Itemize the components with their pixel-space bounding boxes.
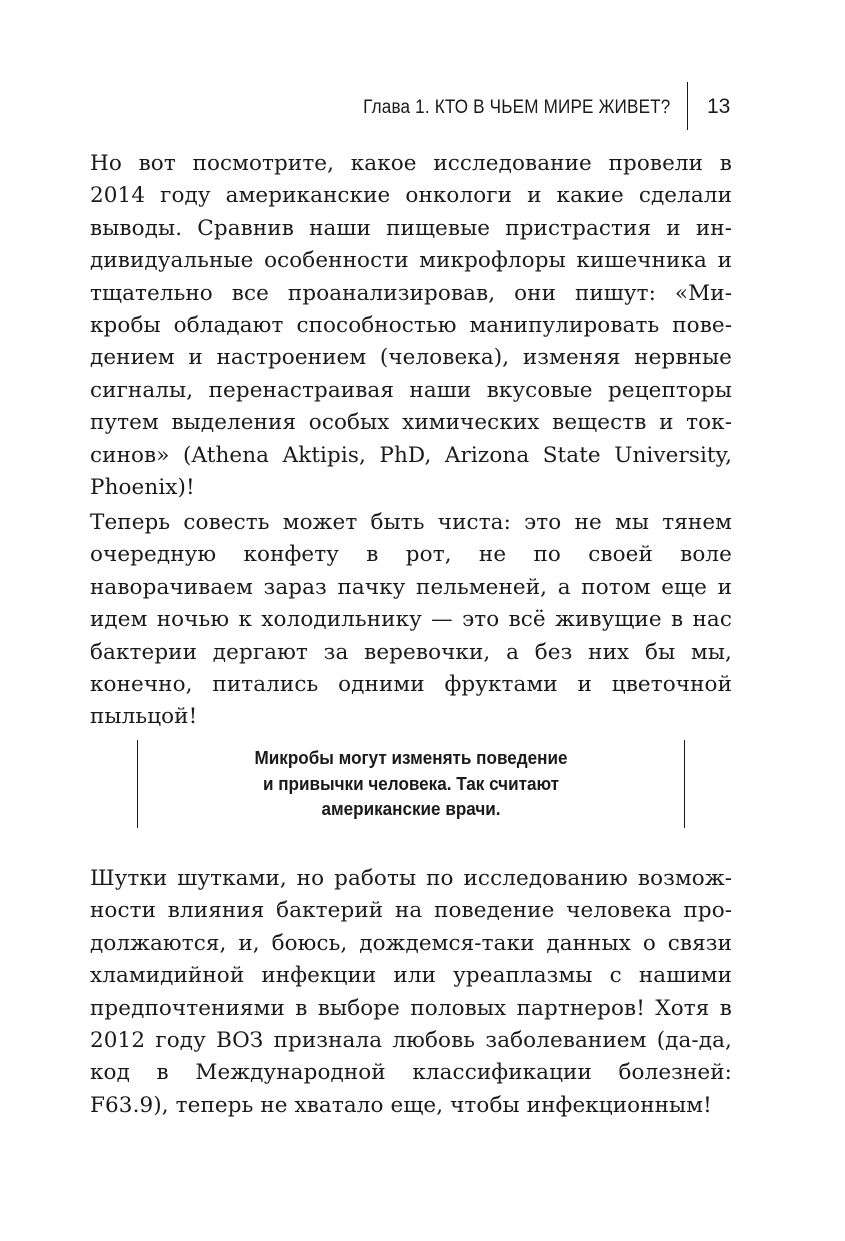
paragraph-2: Теперь совесть может быть чиста: это не мы тянем очередную конфету в рот, не по своей воле наворачиваем зараз пачку пельменей, а потом еще и идем ночью к холодильнику — это всё живущие в нас бактерии дергают за веревочки, а без них бы мы, конечно, питались одними фруктами и цветочной пыльцой! (90, 510, 732, 730)
running-head (0, 96, 845, 130)
callout-box (137, 740, 685, 828)
callout-left-rule (137, 740, 138, 828)
header-divider (687, 82, 688, 130)
paragraph-1: Но вот посмотрите, какое исследование провели в 2014 году американские онкологи и какие сделали выводы. Сравнив наши пищевые пристрастия и индивидуальные особенности микрофлоры кишечника и тщательно все проанализировав, они пишут: «Микробы обладают способностью манипулировать поведением и настроением (человека), изменяя нервные сигналы, перенастраивая наши вкусовые рецепторы путем выделения особых химических веществ и токсинов» (Athena Aktipis, PhD, Arizona State University, Phoenix)! (90, 151, 732, 501)
callout-text: Микробы могут изменять поведение и привычки человека. Так считают американские врачи. (254, 748, 568, 819)
paragraph-3: Шутки шутками, но работы по исследованию возможности влияния бактерий на поведение человека продолжаются, и, боюсь, дождемся-таки данных о связи хламидийной инфекции или уреаплазмы с нашими предпочтениями в выборе половых партнеров! Хотя в 2012 году ВОЗ признала любовь заболеванием (да-да, код в Международной классификации болезней: F63.9), теперь не хватало еще, чтобы инфекционным! (90, 866, 732, 1118)
chapter-title: Глава 1. КТО В ЧЬЕМ МИРЕ ЖИВЕТ? (362, 97, 670, 118)
callout-right-rule (684, 740, 685, 828)
page-number: 13 (707, 95, 731, 118)
